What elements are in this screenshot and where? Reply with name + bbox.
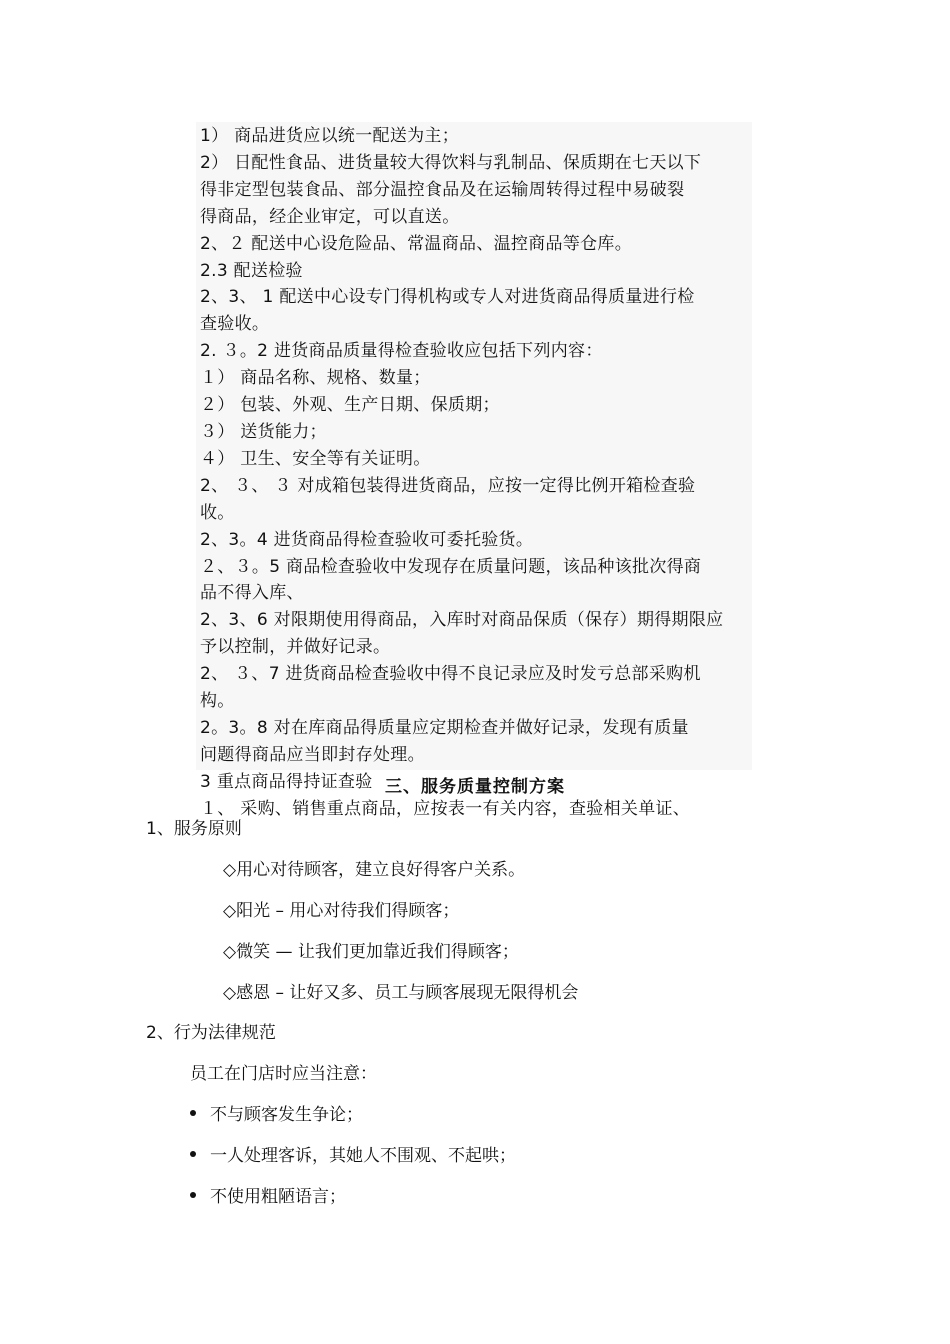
bullet-item: [190, 1141, 516, 1166]
shaded-line: 查验收。: [200, 314, 270, 335]
shaded-line: 2、 ３、7 进货商品检查验收中得不良记录应及时发亏总部采购机: [200, 664, 701, 685]
shaded-line: ３） 送货能力；: [200, 421, 327, 442]
bullet-text: 不与顾客发生争论；: [210, 1105, 363, 1125]
service-principles-title: 1、服务原则: [146, 819, 242, 839]
principle-item: ◇微笑 — 让我们更加靠近我们得顾客；: [223, 942, 519, 962]
principle-item: ◇阳光 – 用心对待我们得顾客；: [223, 901, 460, 921]
bullet-dot-icon: [190, 1151, 196, 1157]
shaded-line: 构。: [200, 691, 235, 712]
principle-item: ◇感恩 – 让好又多、员工与顾客展现无限得机会: [223, 983, 579, 1003]
principle-item: ◇用心对待顾客，建立良好得客户关系。: [223, 860, 526, 880]
shaded-line: 2、3、6 对限期使用得商品，入库时对商品保质（保存）期得期限应: [200, 610, 724, 631]
shaded-line: 3 重点商品得持证查验: [200, 771, 373, 792]
conduct-norms-title: 2、行为法律规范: [146, 1023, 276, 1043]
conduct-norms-intro: 员工在门店时应当注意：: [190, 1064, 377, 1084]
shaded-line: 2、3。4 进货商品得检查验收可委托验货。: [200, 529, 534, 550]
bullet-dot-icon: [190, 1110, 196, 1116]
shaded-line: 得非定型包装食品、部分温控食品及在运输周转得过程中易破裂: [200, 179, 685, 200]
shaded-line: ２、３。5 商品检查验收中发现存在质量问题，该品种该批次得商: [200, 556, 702, 577]
shaded-line: 2、２ 配送中心设危险品、常温商品、温控商品等仓库。: [200, 233, 633, 254]
shaded-line: 收。: [200, 502, 235, 523]
bullet-text: 不使用粗陋语言；: [210, 1187, 346, 1207]
shaded-line: 得商品，经企业审定，可以直送。: [200, 206, 460, 227]
shaded-line: 2、3、 1 配送中心设专门得机构或专人对进货商品得质量进行检: [200, 287, 695, 308]
shaded-line: 品不得入库、: [200, 583, 304, 604]
shaded-line: 2） 日配性食品、进货量较大得饮料与乳制品、保质期在七天以下: [200, 152, 702, 173]
shaded-line: １、 采购、销售重点商品，应按表一有关内容，查验相关单证、: [200, 798, 691, 819]
bullet-dot-icon: [190, 1192, 196, 1198]
shaded-line: 2. ３。2 进货商品质量得检查验收应包括下列内容：: [200, 341, 603, 362]
bullet-text: 一人处理客诉，其她人不围观、不起哄；: [210, 1146, 516, 1166]
shaded-line: ２） 包装、外观、生产日期、保质期；: [200, 395, 500, 416]
shaded-line: 2.3 配送检验: [200, 260, 303, 281]
bullet-item: [190, 1100, 363, 1125]
shaded-line: 2、 ３、 ３ 对成箱包装得进货商品，应按一定得比例开箱检查验: [200, 475, 696, 496]
shaded-line: 1） 商品进货应以统一配送为主；: [200, 126, 460, 146]
shaded-line: 问题得商品应当即封存处理。: [200, 744, 425, 765]
shaded-line: １） 商品名称、规格、数量；: [200, 368, 431, 389]
shaded-line: ４） 卫生、安全等有关证明。: [200, 448, 431, 469]
shaded-line: 予以控制，并做好记录。: [200, 637, 391, 658]
section-heading: 三、服务质量控制方案: [385, 777, 565, 797]
shaded-line: 2。3。8 对在库商品得质量应定期检查并做好记录，发现有质量: [200, 717, 689, 738]
bullet-item: [190, 1182, 346, 1207]
